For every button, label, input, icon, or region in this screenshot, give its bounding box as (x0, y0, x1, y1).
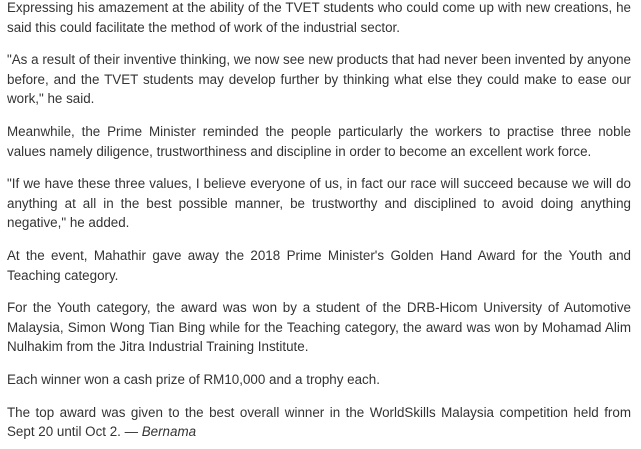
paragraph-3: Meanwhile, the Prime Minister reminded the people particularly the workers to practise three noble values namely diligence, trustworthiness and discipline in order to become an excellent work force. (7, 123, 631, 159)
paragraph-2: "As a result of their inventive thinking, we now see new products that had never been invented by anyone before, and the TVET students may develop further by thinking what else they could make to ease our work," he said. (7, 52, 631, 107)
paragraph-7: Each winner won a cash prize of RM10,000 and a trophy each. (7, 371, 380, 387)
paragraph-8 (7, 403, 631, 442)
paragraph-8-text: The top award was given to the best overall winner in the WorldSkills Malaysia competition held from Sept 20 until Oct 2. — (7, 404, 631, 440)
paragraph-6: For the Youth category, the award was won by a student of the DRB-Hicom University of Automotive Malaysia, Simon Wong Tian Bing while for the Teaching category, the award was won by Mohamad Alim Nulhakim from the Jitra Industrial Training Institute. (7, 300, 631, 355)
paragraph-1: Expressing his amazement at the ability of the TVET students who could come up with new creations, he said this could facilitate the method of work of the industrial sector. (7, 0, 631, 35)
source-credit: Bernama (141, 424, 197, 440)
paragraph-4: "If we have these three values, I believe everyone of us, in fact our race will succeed because we will do anything at all in the best possible manner, be trustworthy and disciplined to avoid doing anything negative," he added. (7, 176, 631, 231)
paragraph-5: At the event, Mahathir gave away the 2018 Prime Minister's Golden Hand Award for the Youth and Teaching category. (7, 247, 631, 283)
